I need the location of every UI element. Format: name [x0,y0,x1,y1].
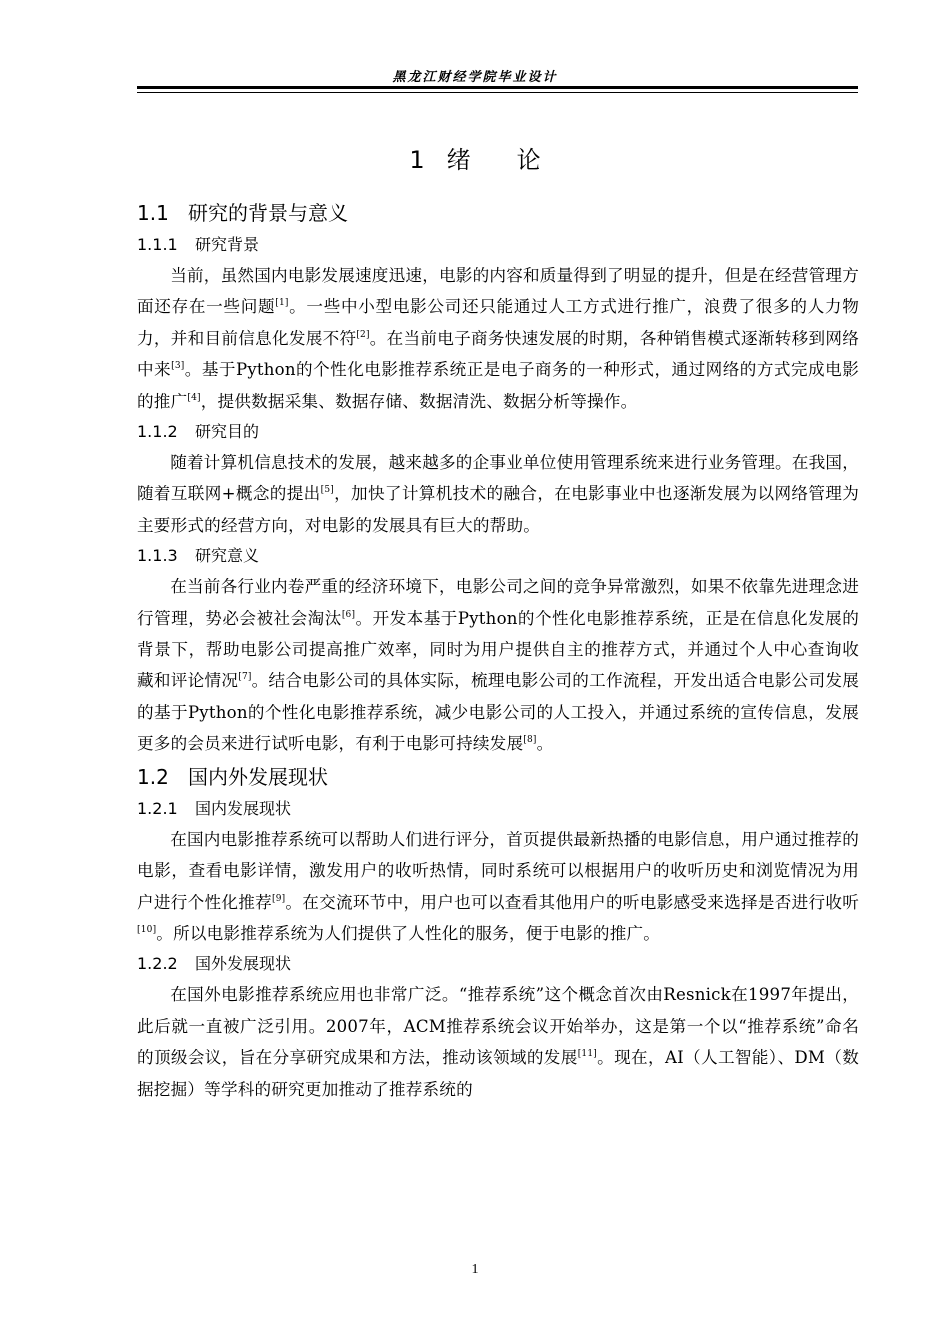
paragraph-research-significance: 在当前各行业内卷严重的经济环境下，电影公司之间的竞争异常激烈，如果不依靠先进理念进行管理，势必会被社会淘汰[6]。开发本基于Python的个性化电影推荐系统，正是在信息化发展的背景下，帮助电影公司提高推广效率，同时为用户提供自主的推荐方式，并通过个人中心查询收藏和评论情况[7]。结合电影公司的具体实际，梳理电影公司的工作流程，开发出适合电影公司发展的基于Python的个性化电影推荐系统，减少电影公司的人工投入，并通过系统的宣传信息，发展更多的会员来进行试听电影，有利于电影可持续发展[8]。 [137,577,859,754]
section-title: 国内发展现状 [195,798,292,818]
section-heading-1-1-2 [137,417,859,447]
section-title: 国外发展现状 [195,954,292,974]
section-heading-1-1 [137,196,859,230]
citation: [8] [523,735,537,746]
paragraph-research-background: 当前，虽然国内电影发展速度迅速，电影的内容和质量得到了明显的提升，但是在经营管理方面还存在一些问题[1]。一些中小型电影公司还只能通过人工方式进行推广，浪费了很多的人力物力，并和目前信息化发展不符[2]。在当前电子商务快速发展的时期，各种销售模式逐渐转移到网络中来[3]。基于Python的个性化电影推荐系统正是电子商务的一种形式，通过网络的方式完成电影的推广[4]，提供数据采集、数据存储、数据清洗、数据分析等操作。 [137,266,859,411]
citation: [4] [187,392,201,403]
section-heading-1-2-2 [137,949,859,979]
paragraph-research-purpose: 随着计算机信息技术的发展，越来越多的企事业单位使用管理系统来进行业务管理。在我国，随着互联网+概念的提出[5]，加快了计算机技术的融合，在电影事业中也逐渐发展为以网络管理为主要形式的经营方向，对电影的发展具有巨大的帮助。 [137,453,859,535]
citation: [3] [171,361,185,372]
section-number: 1.1 [137,201,169,225]
citation: [11] [577,1049,597,1060]
section-title: 研究意义 [195,546,260,566]
header-rule-thick [137,86,858,89]
section-number: 1.2 [137,764,169,789]
citation: [6] [341,609,356,620]
paragraph-foreign-status: 在国外电影推荐系统应用也非常广泛。“推荐系统”这个概念首次由Resnick在1997年提出，此后就一直被广泛引用。2007年，ACM推荐系统会议开始举办，这是第一个以“推荐系统”命名的顶级会议，旨在分享研究成果和方法，推动该领域的发展[11]。现在，AI（人工智能）、DM（数据挖掘）等学科的研究更加推动了推荐系统的 [137,985,860,1099]
page-number: 1 [471,1262,479,1277]
section-title: 国内外发展现状 [188,764,328,789]
page-body [137,196,859,1105]
section-heading-1-2 [137,760,859,794]
citation: [10] [137,924,157,935]
section-number: 1.1.3 [137,546,178,566]
section-title: 研究目的 [195,422,260,442]
section-number: 1.2.2 [137,954,178,974]
section-title: 研究背景 [195,235,260,254]
header-rule-thin [137,92,858,93]
section-heading-1-1-3 [137,541,859,571]
citation: [7] [238,672,252,683]
section-heading-1-2-1 [137,794,859,824]
citation: [5] [320,485,334,496]
section-title: 研究的背景与意义 [188,201,348,225]
chapter-title-char1: 绪 [446,146,471,174]
paragraph-domestic-status: 在国内电影推荐系统可以帮助人们进行评分，首页提供最新热播的电影信息，用户通过推荐的电影，查看电影详情，激发用户的收听热情，同时系统可以根据用户的收听历史和浏览情况为用户进行个性化推荐[9]。在交流环节中，用户也可以查看其他用户的听电影感受来选择是否进行收听[10]。所以电影推荐系统为人们提供了人性化的服务，便于电影的推广。 [137,829,859,943]
section-heading-1-1-1 [137,230,859,260]
citation: [2] [356,329,370,340]
page-header: 黑龙江财经学院毕业设计 [392,70,558,85]
section-number: 1.1.2 [137,422,178,442]
chapter-title-char2: 论 [516,146,541,174]
citation: [1] [275,298,289,309]
section-number: 1.1.1 [137,235,178,254]
citation: [9] [271,893,286,904]
chapter-number: 1 [409,146,425,174]
chapter-title [0,140,950,175]
section-number: 1.2.1 [137,798,178,818]
